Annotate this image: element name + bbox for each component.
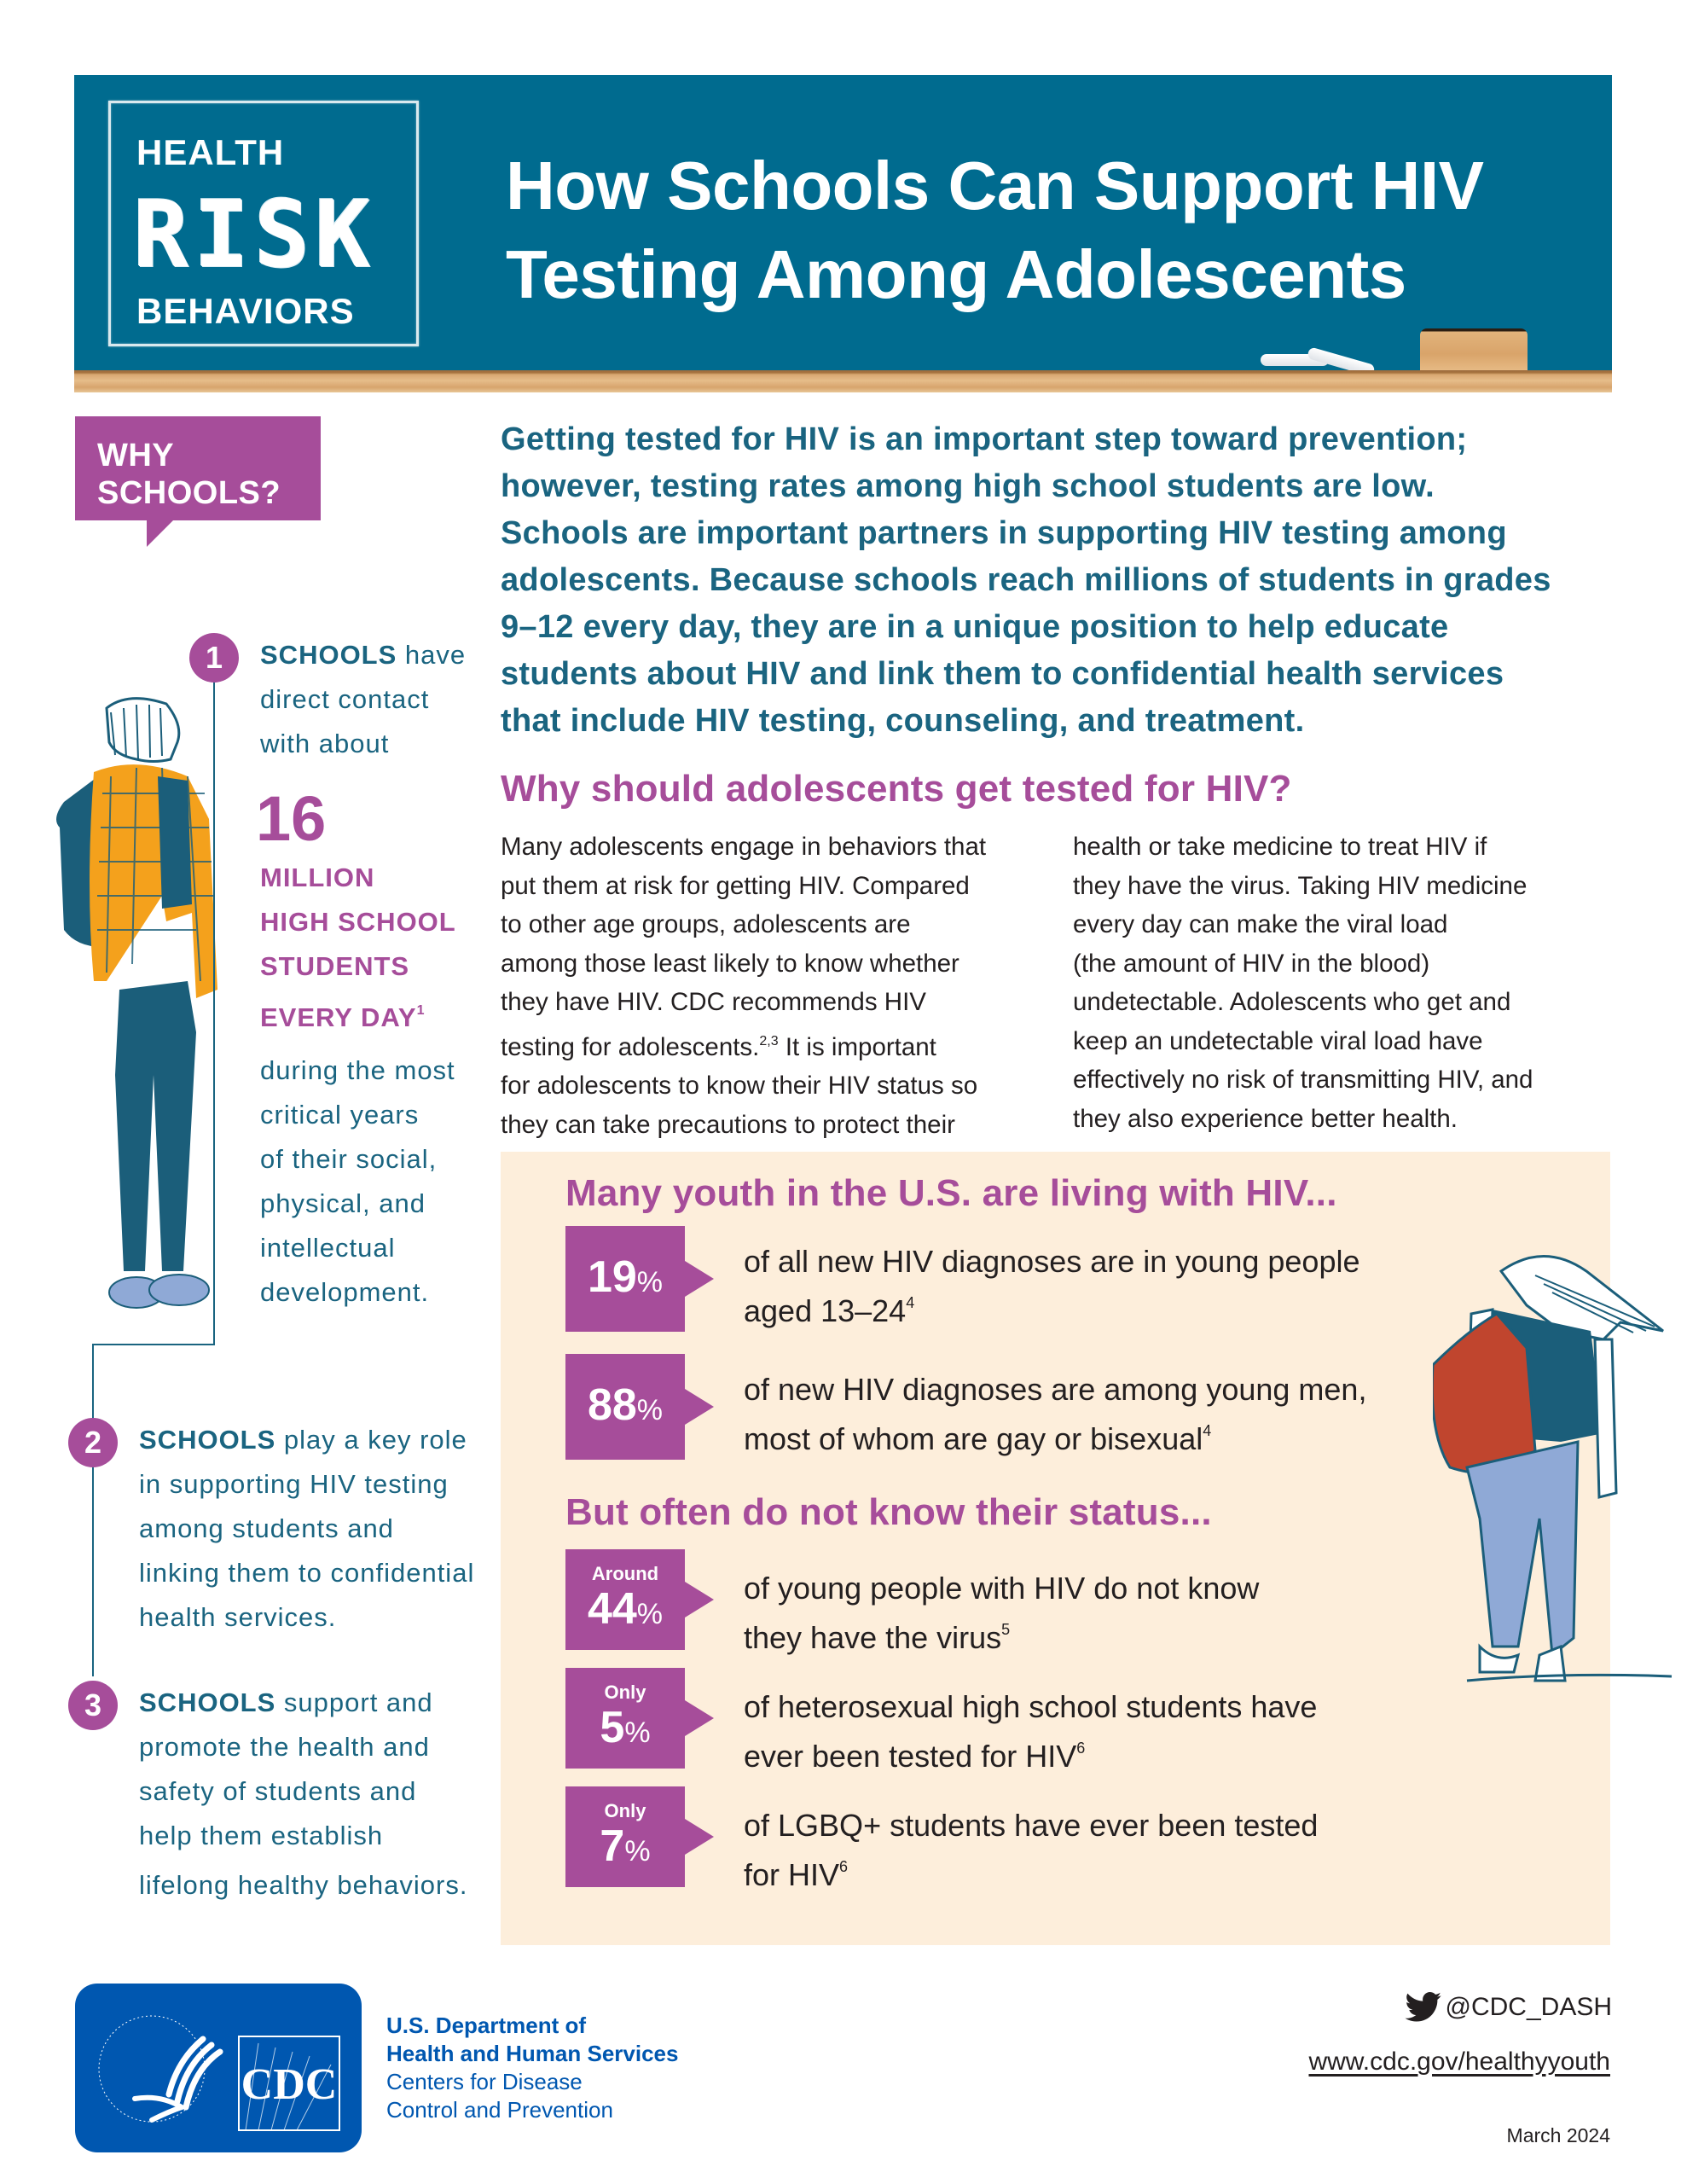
hhs-org-name [386,2012,678,2124]
footnote-ref: 2,3 [759,1033,779,1048]
badge-health: HEALTH [136,132,285,172]
body-line: put them at risk for getting HIV. Compared [501,871,970,900]
stat-value: 88 [587,1380,637,1430]
step-1-text [260,633,482,766]
stat-desc-line: ever been tested for HIV [744,1739,1077,1774]
footnote-ref: 1 [416,1003,426,1018]
footnote-ref: 6 [839,1858,849,1875]
step-2-line: play a key role [283,1425,467,1455]
step-2-text [139,1418,497,1640]
tail-line: physical, and [260,1188,426,1218]
stat-qualifier: Only [604,1800,646,1821]
twitter-link[interactable] [1405,1992,1612,2023]
publication-date: March 2024 [1506,2124,1610,2146]
intro-line: however, testing rates among high school students are low. [501,468,1435,504]
body-line: to other age groups, adolescents are [501,910,911,938]
stat-desc-line: of new HIV diagnoses are among young men, [744,1372,1367,1407]
eraser-icon [1420,328,1528,373]
callout-line-1: WHY [97,438,175,473]
stat-qualifier: Around [591,1563,659,1584]
timeline-connector [92,1344,215,1345]
step-2-line: health services. [139,1602,337,1632]
stat-desc-line: for HIV [744,1857,840,1892]
twitter-handle[interactable]: @CDC_DASH [1445,1993,1612,2021]
timeline-line [213,664,215,1345]
step-3-line: lifelong healthy behaviors. [139,1870,468,1900]
intro-line: Schools are important partners in supporting HIV testing among [501,515,1507,551]
body-line: effectively no risk of transmitting HIV, and [1073,1066,1533,1094]
body-line: they have the virus. Taking HIV medicine [1073,871,1528,900]
stat-desc-line: of all new HIV diagnoses are in young people [744,1244,1360,1279]
highlight-line: HIGH SCHOOL [260,907,456,937]
stat-unit: % [636,1598,664,1630]
step-3-line: promote the health and [139,1732,430,1762]
stat-box-44 [565,1549,685,1650]
tail-line: critical years [260,1100,420,1130]
stat-unit: % [624,1835,651,1867]
body-line: It is important [778,1032,936,1061]
stat-box-88 [565,1354,685,1460]
body-line: keep an undetectable viral load have [1073,1026,1483,1055]
footnote-ref: 4 [906,1294,915,1311]
step-1-line: have [404,640,467,670]
step-2-badge: 2 [68,1418,118,1467]
tail-line: during the most [260,1055,455,1085]
step-3-line: support and [283,1687,433,1717]
student-illustration-icon [26,674,239,1365]
stat-box-5 [565,1668,685,1769]
stat-desc-line: of heterosexual high school students have [744,1689,1318,1724]
stats-heading-status: But often do not know their status... [565,1491,1212,1533]
stat-desc-19 [744,1241,1426,1332]
body-line: for adolescents to know their HIV status so [501,1072,978,1100]
stat-value: 44 [587,1584,637,1634]
stat-box-7 [565,1786,685,1887]
why-tested-column-1 [501,828,1046,1144]
why-schools-callout [75,416,321,520]
intro-line: adolescents. Because schools reach millions of students in grades [501,562,1551,598]
stat-unit: % [624,1716,651,1749]
stat-desc-line: of young people with HIV do not know [744,1571,1260,1606]
body-line: among those least likely to know whether [501,949,959,978]
step-2-line: among students and [139,1513,394,1543]
stat-desc-line: aged 13–24 [744,1293,907,1328]
stat-unit: % [636,1266,664,1298]
intro-line: Getting tested for HIV is an important step toward prevention; [501,421,1468,457]
intro-line: that include HIV testing, counseling, and treatment. [501,703,1305,739]
step-3-line: help them establish [139,1821,384,1850]
header-banner [74,75,1612,392]
tail-line: of their social, [260,1144,438,1174]
health-risk-behaviors-badge [108,101,419,346]
step-2-line: in supporting HIV testing [139,1469,449,1499]
title-line-2: Testing Among Adolescents [506,236,1406,312]
step-1-badge: 1 [189,633,239,682]
step-3-line: safety of students and [139,1776,417,1806]
org-line: U.S. Department of [386,2013,587,2038]
cdc-wordmark: CDC [241,2060,338,2109]
footnote-ref: 5 [1001,1621,1011,1638]
stat-desc-7 [744,1805,1426,1896]
step-1-line: direct contact [260,684,430,714]
badge-risk: RISK [133,182,376,288]
page-title [506,142,1484,319]
stat-qualifier: Only [604,1682,646,1703]
chalkboard [74,75,1612,372]
highlight-line: MILLION [260,863,375,892]
hhs-cdc-logo [75,1984,362,2152]
walking-student-illustration-icon [1433,1237,1680,1962]
timeline-line [92,1344,94,1676]
step-3-text [139,1681,497,1908]
chalk-ledge [74,370,1612,392]
step-1-line: with about [260,729,390,758]
tail-line: intellectual [260,1233,396,1263]
million-students-highlight [260,856,456,1040]
body-line: Many adolescents engage in behaviors that [501,833,987,861]
tail-line: development. [260,1277,430,1307]
body-line: they have HIV. CDC recommends HIV [501,988,926,1016]
stat-value: 19 [587,1252,637,1302]
badge-behaviors: BEHAVIORS [136,291,355,331]
speech-bubble-tail [147,520,174,547]
stat-desc-line: of LGBQ+ students have ever been tested [744,1808,1319,1843]
stats-heading-living: Many youth in the U.S. are living with HIV... [565,1172,1337,1214]
intro-line: students about HIV and link them to confidential health services [501,656,1504,692]
callout-line-2: SCHOOLS? [97,475,281,511]
org-line: Health and Human Services [386,2041,679,2066]
step-2-line: linking them to confidential [139,1558,475,1588]
stat-desc-line: they have the virus [744,1620,1002,1655]
body-line: every day can make the viral load [1073,910,1448,938]
stat-value: 7 [600,1821,625,1871]
step-3-lead: SCHOOLS [139,1687,276,1717]
stat-desc-5 [744,1687,1426,1777]
stat-box-19 [565,1226,685,1332]
why-tested-heading: Why should adolescents get tested for HIV? [501,768,1292,810]
stat-unit: % [636,1394,664,1426]
stat-desc-88 [744,1369,1426,1460]
intro-paragraph [501,416,1609,745]
big-stat-16: 16 [256,783,327,854]
step-1-lead: SCHOOLS [260,640,397,670]
highlight-line: EVERY DAY [260,1002,417,1032]
website-link[interactable]: www.cdc.gov/healthyyouth [1308,2048,1610,2076]
step-3-badge: 3 [68,1681,118,1730]
hhs-eagle-icon [75,1984,362,2152]
intro-line: 9–12 every day, they are in a unique position to help educate [501,609,1449,645]
step-1-tail [260,1048,482,1315]
stat-value: 5 [600,1703,625,1752]
body-line: undetectable. Adolescents who get and [1073,988,1511,1016]
highlight-line: STUDENTS [260,951,410,981]
body-line: they also experience better health. [1073,1104,1458,1133]
org-line: Centers for Disease [386,2069,583,2094]
body-line: testing for adolescents. [501,1032,760,1061]
org-line: Control and Prevention [386,2097,613,2123]
body-line: they can take precautions to protect their [501,1110,955,1139]
footnote-ref: 4 [1203,1422,1212,1439]
stat-desc-44 [744,1568,1426,1658]
body-line: (the amount of HIV in the blood) [1073,949,1430,978]
body-line: health or take medicine to treat HIV if [1073,833,1487,861]
title-line-1: How Schools Can Support HIV [506,148,1484,224]
step-2-lead: SCHOOLS [139,1425,276,1455]
why-tested-column-2 [1073,828,1619,1138]
stat-desc-line: most of whom are gay or bisexual [744,1421,1203,1456]
twitter-bird-icon [1405,1992,1442,2023]
footnote-ref: 6 [1076,1740,1086,1757]
